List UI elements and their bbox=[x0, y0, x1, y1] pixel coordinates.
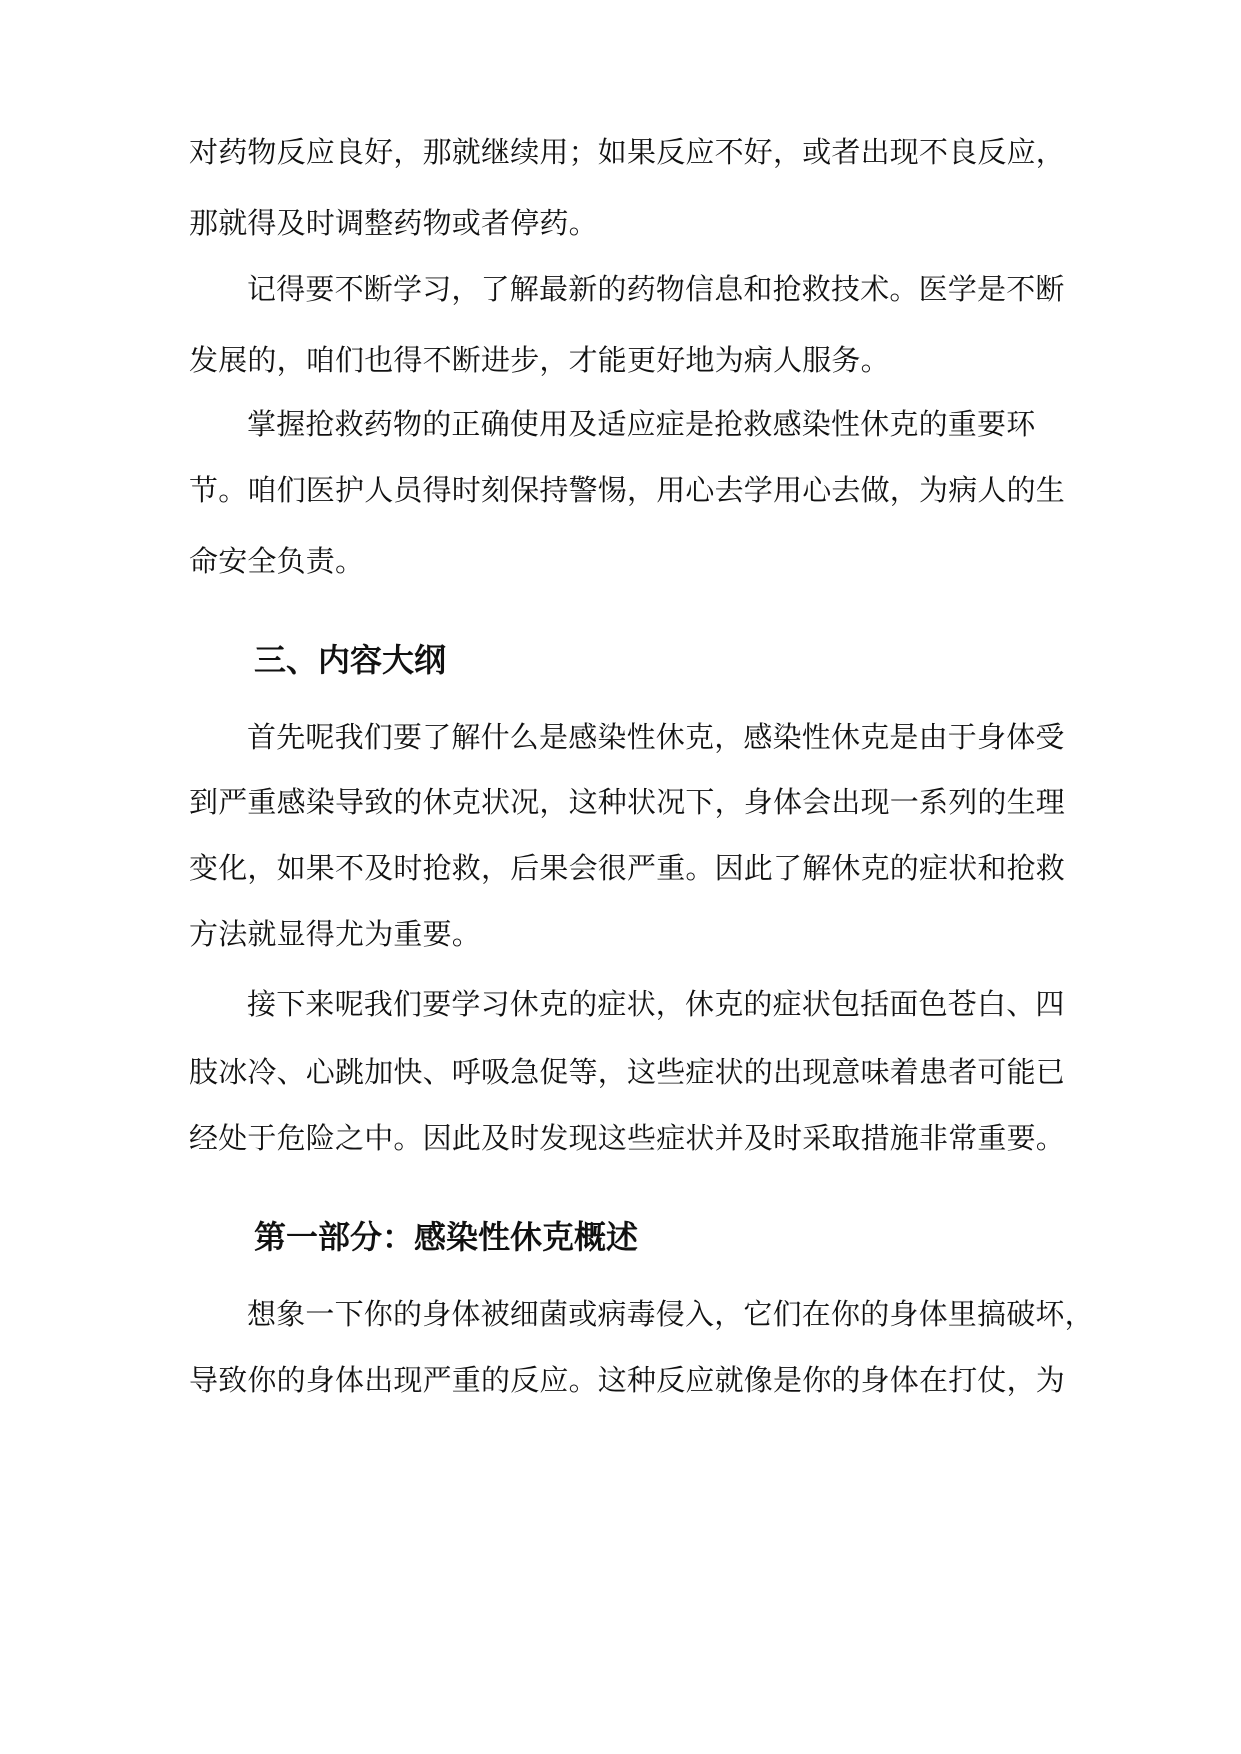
paragraph-line: 方法就显得尤为重要。 bbox=[189, 917, 482, 951]
section-heading: 三、内容大纲 bbox=[254, 641, 447, 679]
paragraph-line: 到严重感染导致的休克状况，这种状况下，身体会出现一系列的生理 bbox=[189, 785, 1066, 819]
paragraph-line: 记得要不断学习，了解最新的药物信息和抢救技术。医学是不断 bbox=[247, 272, 1065, 306]
paragraph-line: 变化，如果不及时抢救，后果会很严重。因此了解休克的症状和抢救 bbox=[189, 851, 1066, 885]
paragraph-line: 命安全负责。 bbox=[189, 544, 365, 578]
paragraph-line: 发展的，咱们也得不断进步，才能更好地为病人服务。 bbox=[189, 343, 890, 377]
paragraph-line: 对药物反应良好，那就继续用；如果反应不好，或者出现不良反应， bbox=[189, 135, 1066, 169]
paragraph-line: 想象一下你的身体被细菌或病毒侵入，它们在你的身体里搞破坏， bbox=[247, 1297, 1094, 1331]
paragraph-line: 肢冰冷、心跳加快、呼吸急促等，这些症状的出现意味着患者可能已 bbox=[189, 1055, 1066, 1089]
paragraph-line: 掌握抢救药物的正确使用及适应症是抢救感染性休克的重要环 bbox=[247, 407, 1036, 441]
part-heading: 第一部分：感染性休克概述 bbox=[254, 1218, 639, 1256]
paragraph-line: 那就得及时调整药物或者停药。 bbox=[189, 206, 598, 240]
paragraph-line: 导致你的身体出现严重的反应。这种反应就像是你的身体在打仗，为 bbox=[189, 1363, 1066, 1397]
paragraph-line: 节。咱们医护人员得时刻保持警惕，用心去学用心去做，为病人的生 bbox=[189, 473, 1066, 507]
paragraph-line: 首先呢我们要了解什么是感染性休克，感染性休克是由于身体受 bbox=[247, 720, 1065, 754]
paragraph-line: 经处于危险之中。因此及时发现这些症状并及时采取措施非常重要。 bbox=[189, 1121, 1066, 1155]
paragraph-line: 接下来呢我们要学习休克的症状，休克的症状包括面色苍白、四 bbox=[247, 987, 1065, 1021]
